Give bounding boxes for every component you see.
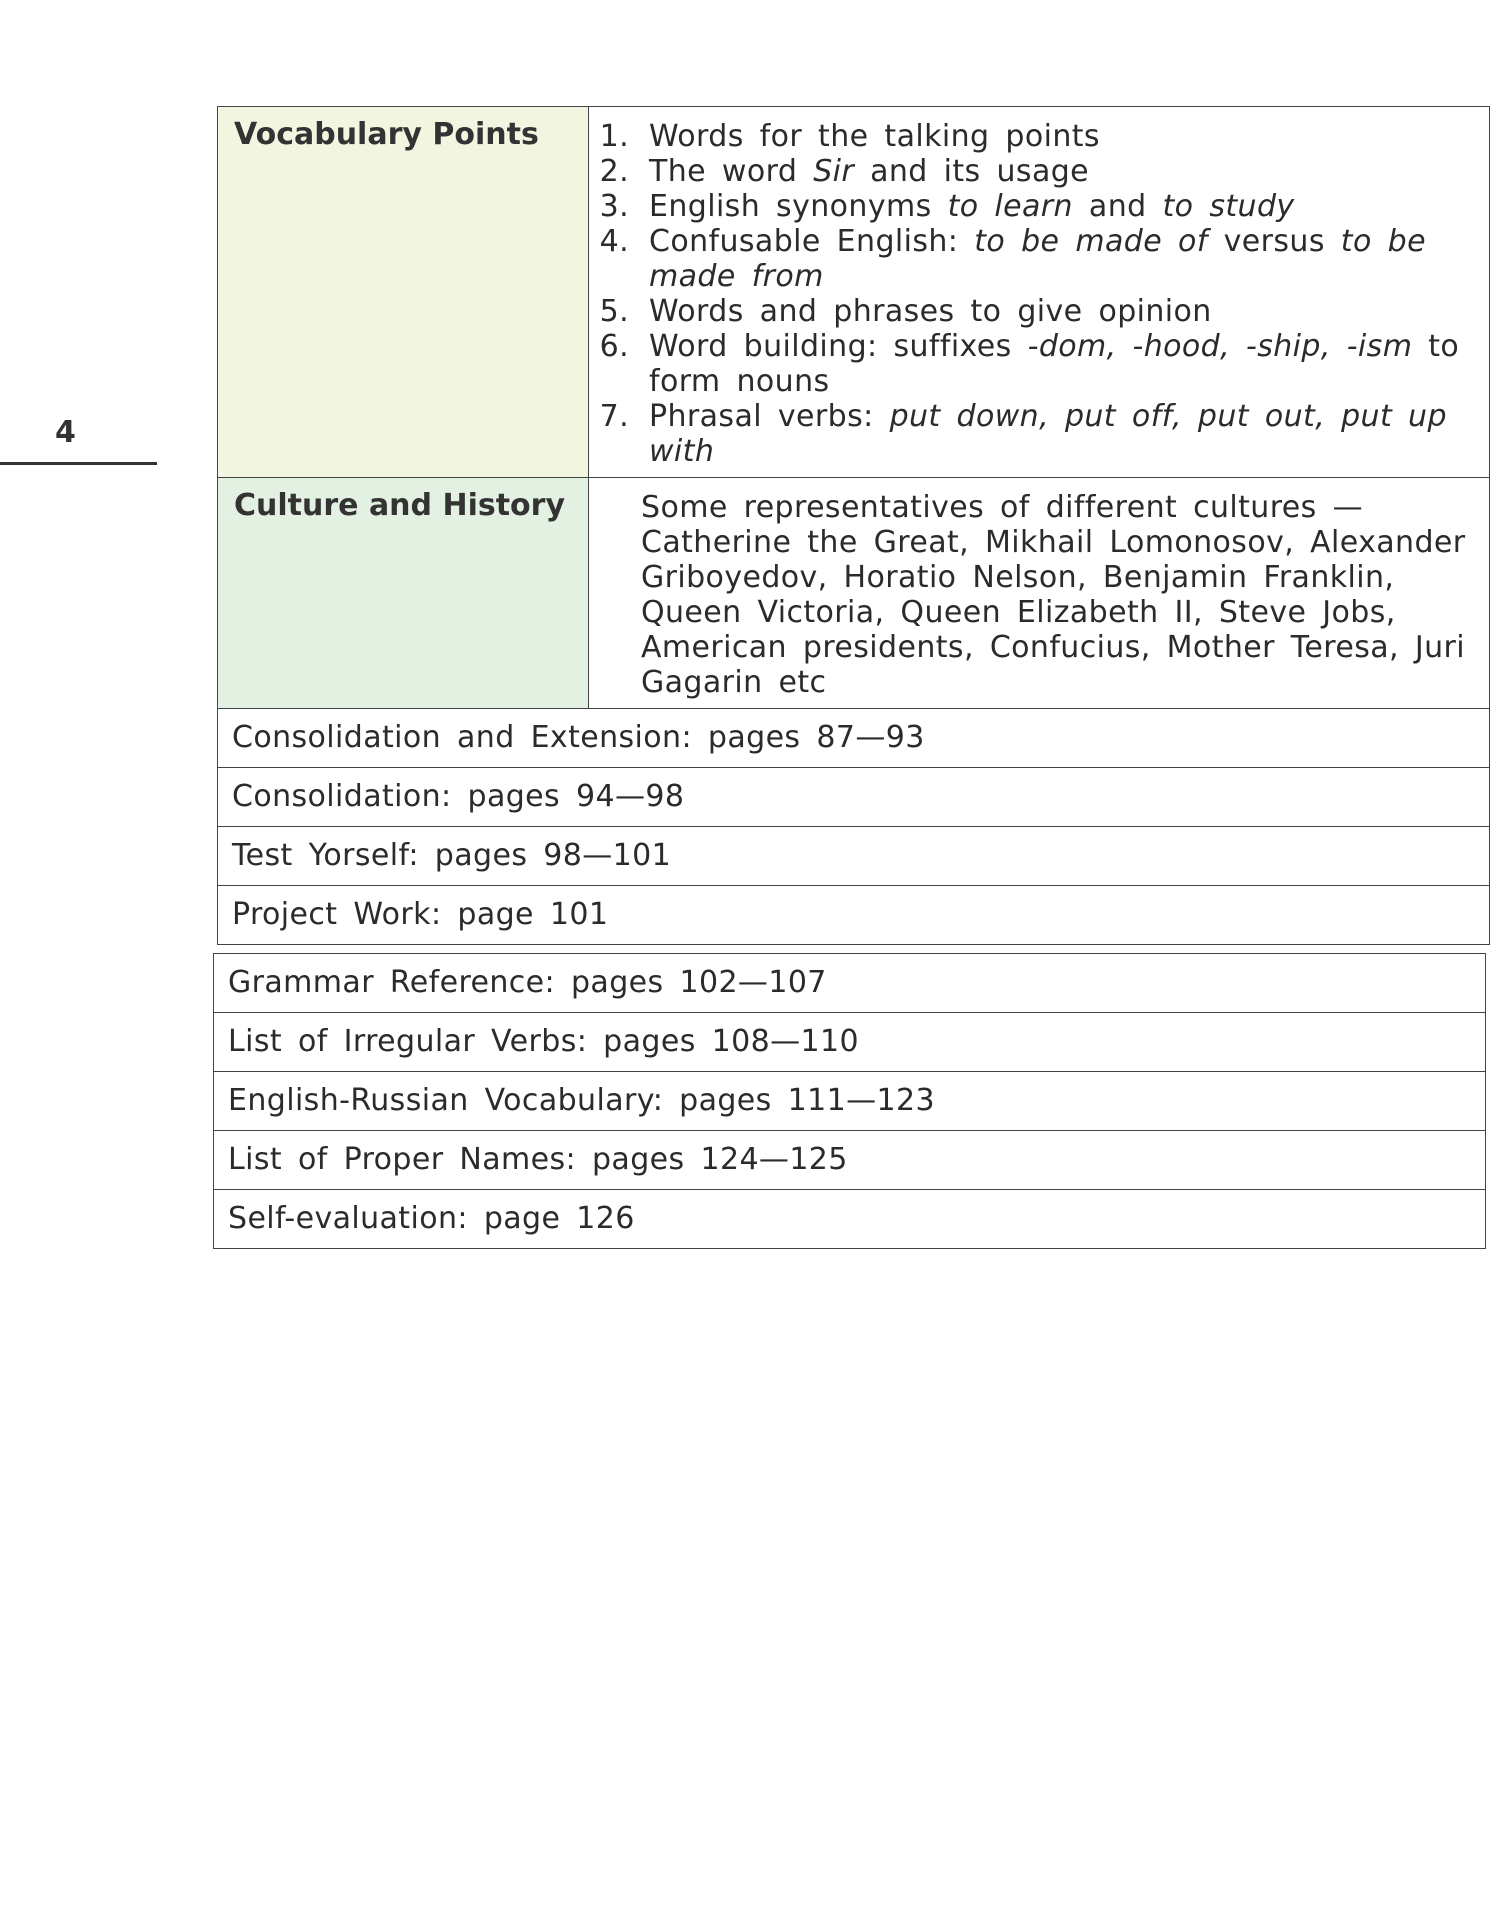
- section-row: [218, 827, 1490, 886]
- section-row: [218, 709, 1490, 768]
- vocabulary-list: [609, 119, 1475, 469]
- section-consolidation: Consolidation: pages 94—98: [218, 768, 1490, 827]
- vocabulary-item: 6. Word building: suffixes -dom, -hood, -ship, -ism to form nouns: [645, 329, 1475, 399]
- page-number: 4: [55, 415, 76, 450]
- section-consolidation-extension: Consolidation and Extension: pages 87—93: [218, 709, 1490, 768]
- reference-row: [214, 1190, 1486, 1249]
- reference-row: [214, 1131, 1486, 1190]
- reference-table: [213, 953, 1486, 1249]
- section-row: [218, 886, 1490, 945]
- vocabulary-item: 2. The word Sir and its usage: [645, 154, 1475, 189]
- reference-self-evaluation: Self-evaluation: page 126: [214, 1190, 1486, 1249]
- reference-grammar: Grammar Reference: pages 102—107: [214, 954, 1486, 1013]
- vocabulary-item: 7. Phrasal verbs: put down, put off, put out, put up with: [645, 399, 1475, 469]
- reference-proper-names: List of Proper Names: pages 124—125: [214, 1131, 1486, 1190]
- reference-irregular-verbs: List of Irregular Verbs: pages 108—110: [214, 1013, 1486, 1072]
- unit-contents-table: [217, 106, 1490, 945]
- culture-content: [589, 478, 1490, 709]
- section-row: [218, 768, 1490, 827]
- vocabulary-item: 3. English synonyms to learn and to study: [645, 189, 1475, 224]
- reference-row: [214, 1013, 1486, 1072]
- vocabulary-label: Vocabulary Points: [218, 107, 589, 478]
- page-number-rule: [0, 462, 157, 465]
- reference-vocabulary: English-Russian Vocabulary: pages 111—123: [214, 1072, 1486, 1131]
- vocabulary-item: 4. Confusable English: to be made of versus to be made from: [645, 224, 1475, 294]
- vocabulary-item: 5. Words and phrases to give opinion: [645, 294, 1475, 329]
- section-project-work: Project Work: page 101: [218, 886, 1490, 945]
- reference-row: [214, 954, 1486, 1013]
- vocabulary-item: 1. Words for the talking points: [645, 119, 1475, 154]
- vocabulary-row: [218, 107, 1490, 478]
- reference-row: [214, 1072, 1486, 1131]
- culture-row: [218, 478, 1490, 709]
- vocabulary-content: [589, 107, 1490, 478]
- section-test-yourself: Test Yorself: pages 98—101: [218, 827, 1490, 886]
- culture-label: Culture and History: [218, 478, 589, 709]
- culture-text: Some representatives of different cultures — Catherine the Great, Mikhail Lomonosov, Alexander Griboyedov, Horatio Nelson, Benjamin Franklin, Queen Victoria, Queen Elizabeth II, Steve Jobs, American presidents, Confucius, Mother Teresa, Juri Gagarin etc: [641, 490, 1466, 700]
